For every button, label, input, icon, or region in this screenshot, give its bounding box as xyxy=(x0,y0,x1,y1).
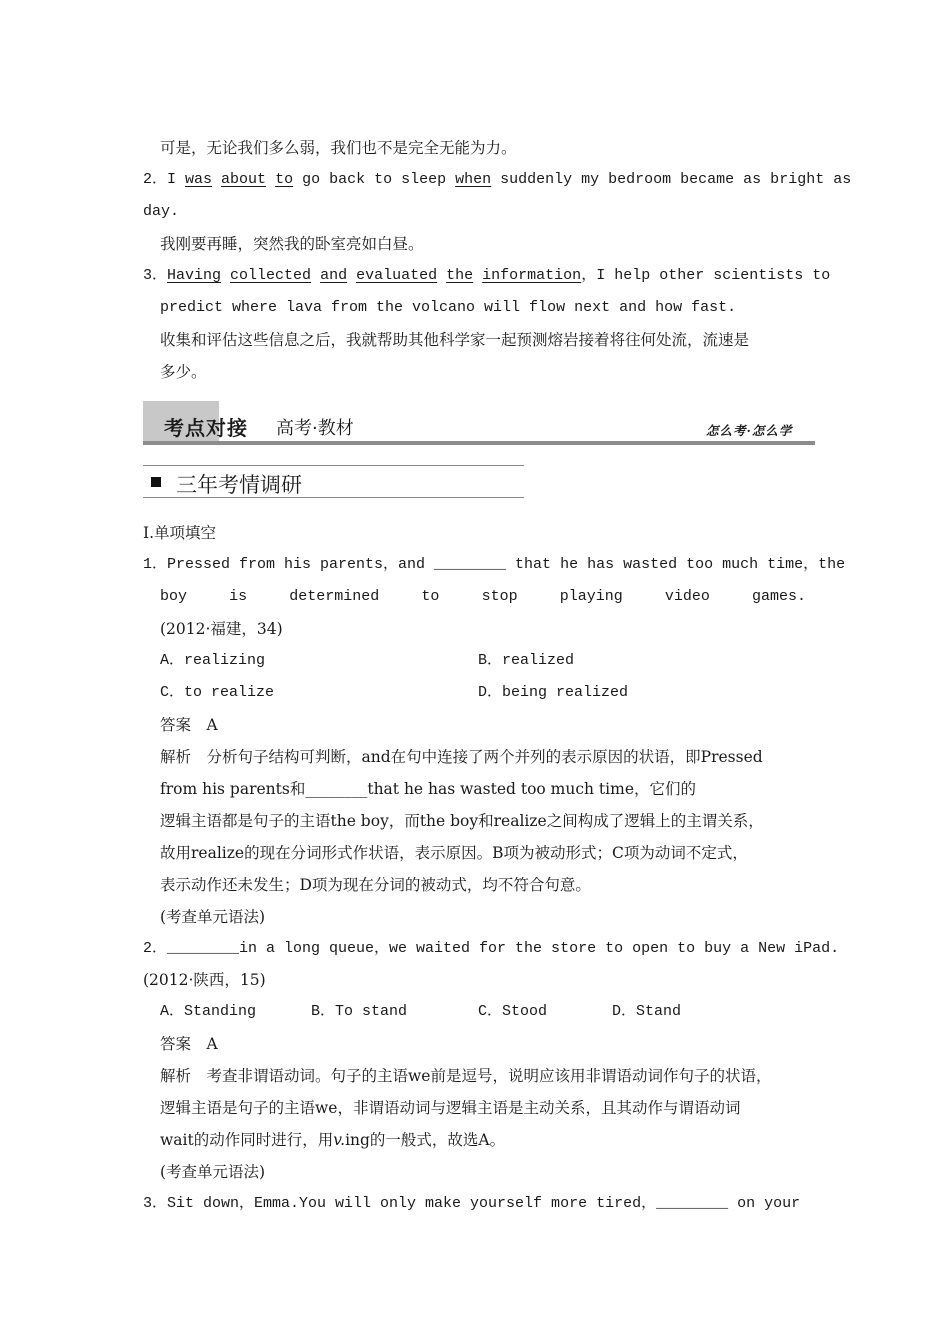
q2-option-b: B．To stand xyxy=(311,1003,408,1020)
intro-sentence-2-cont: day. xyxy=(143,203,180,220)
q1-explanation-5: 表示动作还未发生；D项为现在分词的被动式，均不符合句意。 xyxy=(160,876,591,894)
intro-translation-1: 可是，无论我们多么弱，我们也不是完全无能为力。 xyxy=(160,139,517,157)
intro-sentence-3: 3．Having collected and evaluated the information，I help other scientists to xyxy=(143,267,831,284)
q1-option-d: D．being realized xyxy=(478,684,629,701)
banner-slogan: 怎么考·怎么学 xyxy=(706,423,793,438)
q1-note: (考查单元语法) xyxy=(160,908,266,926)
section-rule-top xyxy=(143,465,524,466)
banner-rule xyxy=(143,441,815,445)
intro-sentence-2: 2．I was about to go back to sleep when suddenly my bedroom became as bright as xyxy=(143,171,852,188)
q1-source: (2012·福建，34) xyxy=(160,620,283,638)
q1-option-c: C．to realize xyxy=(160,684,275,701)
section-rule-bottom xyxy=(143,497,524,498)
intro-translation-3: 收集和评估这些信息之后，我就帮助其他科学家一起预测熔岩接着将往何处流，流速是 xyxy=(160,331,750,349)
q2-option-a: A．Standing xyxy=(160,1003,257,1020)
intro-sentence-3-cont: predict where lava from the volcano will flow next and how fast. xyxy=(160,299,737,316)
banner-subtitle: 高考·教材 xyxy=(276,418,354,439)
section-title: 三年考情调研 xyxy=(176,473,302,497)
q1-stem-cont: boy is determined to stop playing video games. xyxy=(160,588,806,605)
q2-explanation-3: wait的动作同时进行，用v.ing的一般式，故选A。 xyxy=(160,1131,506,1149)
q1-option-a: A．realizing xyxy=(160,652,266,669)
q1-explanation-3: 逻辑主语都是句子的主语the boy，而the boy和realize之间构成了逻辑上的主谓关系， xyxy=(160,812,764,830)
q1-explanation-4: 故用realize的现在分词形式作状语，表示原因。B项为被动形式；C项为动词不定式， xyxy=(160,844,748,862)
q2-source: (2012·陕西，15) xyxy=(143,971,266,989)
q3-stem: 3．Sit down，Emma.You will only make yourself more tired，________ on your xyxy=(143,1195,801,1212)
q2-note: (考查单元语法) xyxy=(160,1163,266,1181)
q1-answer: 答案 A xyxy=(160,716,218,734)
q2-explanation-2: 逻辑主语是句子的主语we，非谓语动词与逻辑主语是主动关系，且其动作与谓语动词 xyxy=(160,1099,741,1117)
q2-answer: 答案 A xyxy=(160,1035,218,1053)
square-bullet-icon xyxy=(151,477,161,487)
q1-stem: 1．Pressed from his parents，and ________ that he has wasted too much time，the xyxy=(143,556,846,573)
q2-option-d: D．Stand xyxy=(612,1003,682,1020)
q2-explanation-1: 解析 考查非谓语动词。句子的主语we前是逗号，说明应该用非谓语动词作句子的状语， xyxy=(160,1067,772,1085)
part-label: Ⅰ.单项填空 xyxy=(143,524,217,542)
intro-translation-2: 我刚要再睡，突然我的卧室亮如白昼。 xyxy=(160,235,424,253)
q1-explanation-1: 解析 分析句子结构可判断，and在句中连接了两个并列的表示原因的状语，即Pressed xyxy=(160,748,763,766)
intro-translation-3-cont: 多少。 xyxy=(160,363,207,381)
q1-explanation-2: from his parents和________that he has wasted too much time，它们的 xyxy=(160,780,696,798)
q2-option-c: C．Stood xyxy=(478,1003,548,1020)
q2-stem: 2．________in a long queue，we waited for the store to open to buy a New iPad. xyxy=(143,940,840,957)
q1-option-b: B．realized xyxy=(478,652,575,669)
banner-title: 考点对接 xyxy=(164,416,248,440)
